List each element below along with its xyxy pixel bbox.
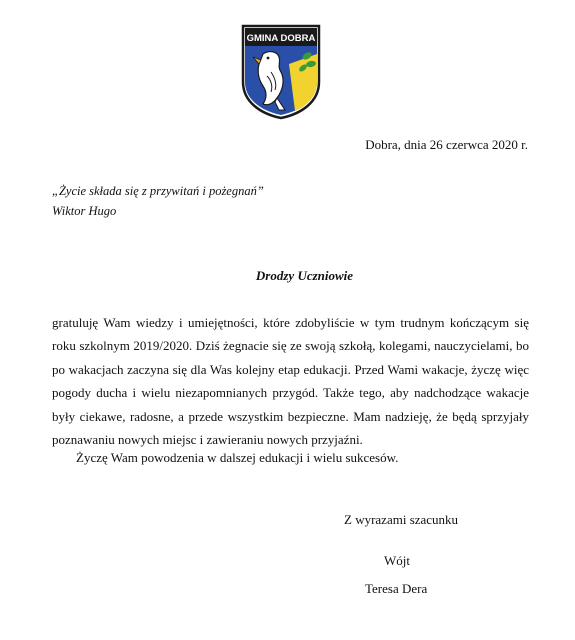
salutation: Drodzy Uczniowie: [255, 268, 354, 283]
signer-title: Wójt: [384, 553, 410, 568]
signer-name: Teresa Dera: [365, 581, 428, 596]
letter-date: Dobra, dnia 26 czerwca 2020 r.: [365, 137, 528, 152]
crest-text: GMINA DOBRA: [246, 33, 316, 44]
body-paragraph: gratuluję Wam wiedzy i umiejętności, które zdobyliście w tym trudnym kończącym się roku szkolnym 2019/2020. Dziś żegnacie się ze swoją szkołą, kolegami, nauczycielami, bo po wakacjach zaczyna się dla Was kolejny etap edukacji. Przed Wami wakacje, życzę więc pogody ducha i wielu niezapomnianych przygód. Także tego, aby nadchodzące wakacje były ciekawe, radosne, a przede wszystkim bezpieczne. Mam nadzieję, że będą sprzyjały poznawaniu nowych miejsc i zawieraniu nowych przyjaźni.: [52, 315, 529, 448]
quote-text: „Życie składa się z przywitań i pożegnań”: [52, 184, 264, 198]
epigraph: [52, 181, 264, 221]
letter-body: [52, 311, 529, 451]
gmina-dobra-crest-logo: [241, 24, 321, 120]
closing-wish: Życzę Wam powodzenia w dalszej edukacji i wielu sukcesów.: [76, 450, 399, 465]
quote-author: Wiktor Hugo: [52, 204, 117, 218]
regards-line: Z wyrazami szacunku: [344, 512, 459, 527]
